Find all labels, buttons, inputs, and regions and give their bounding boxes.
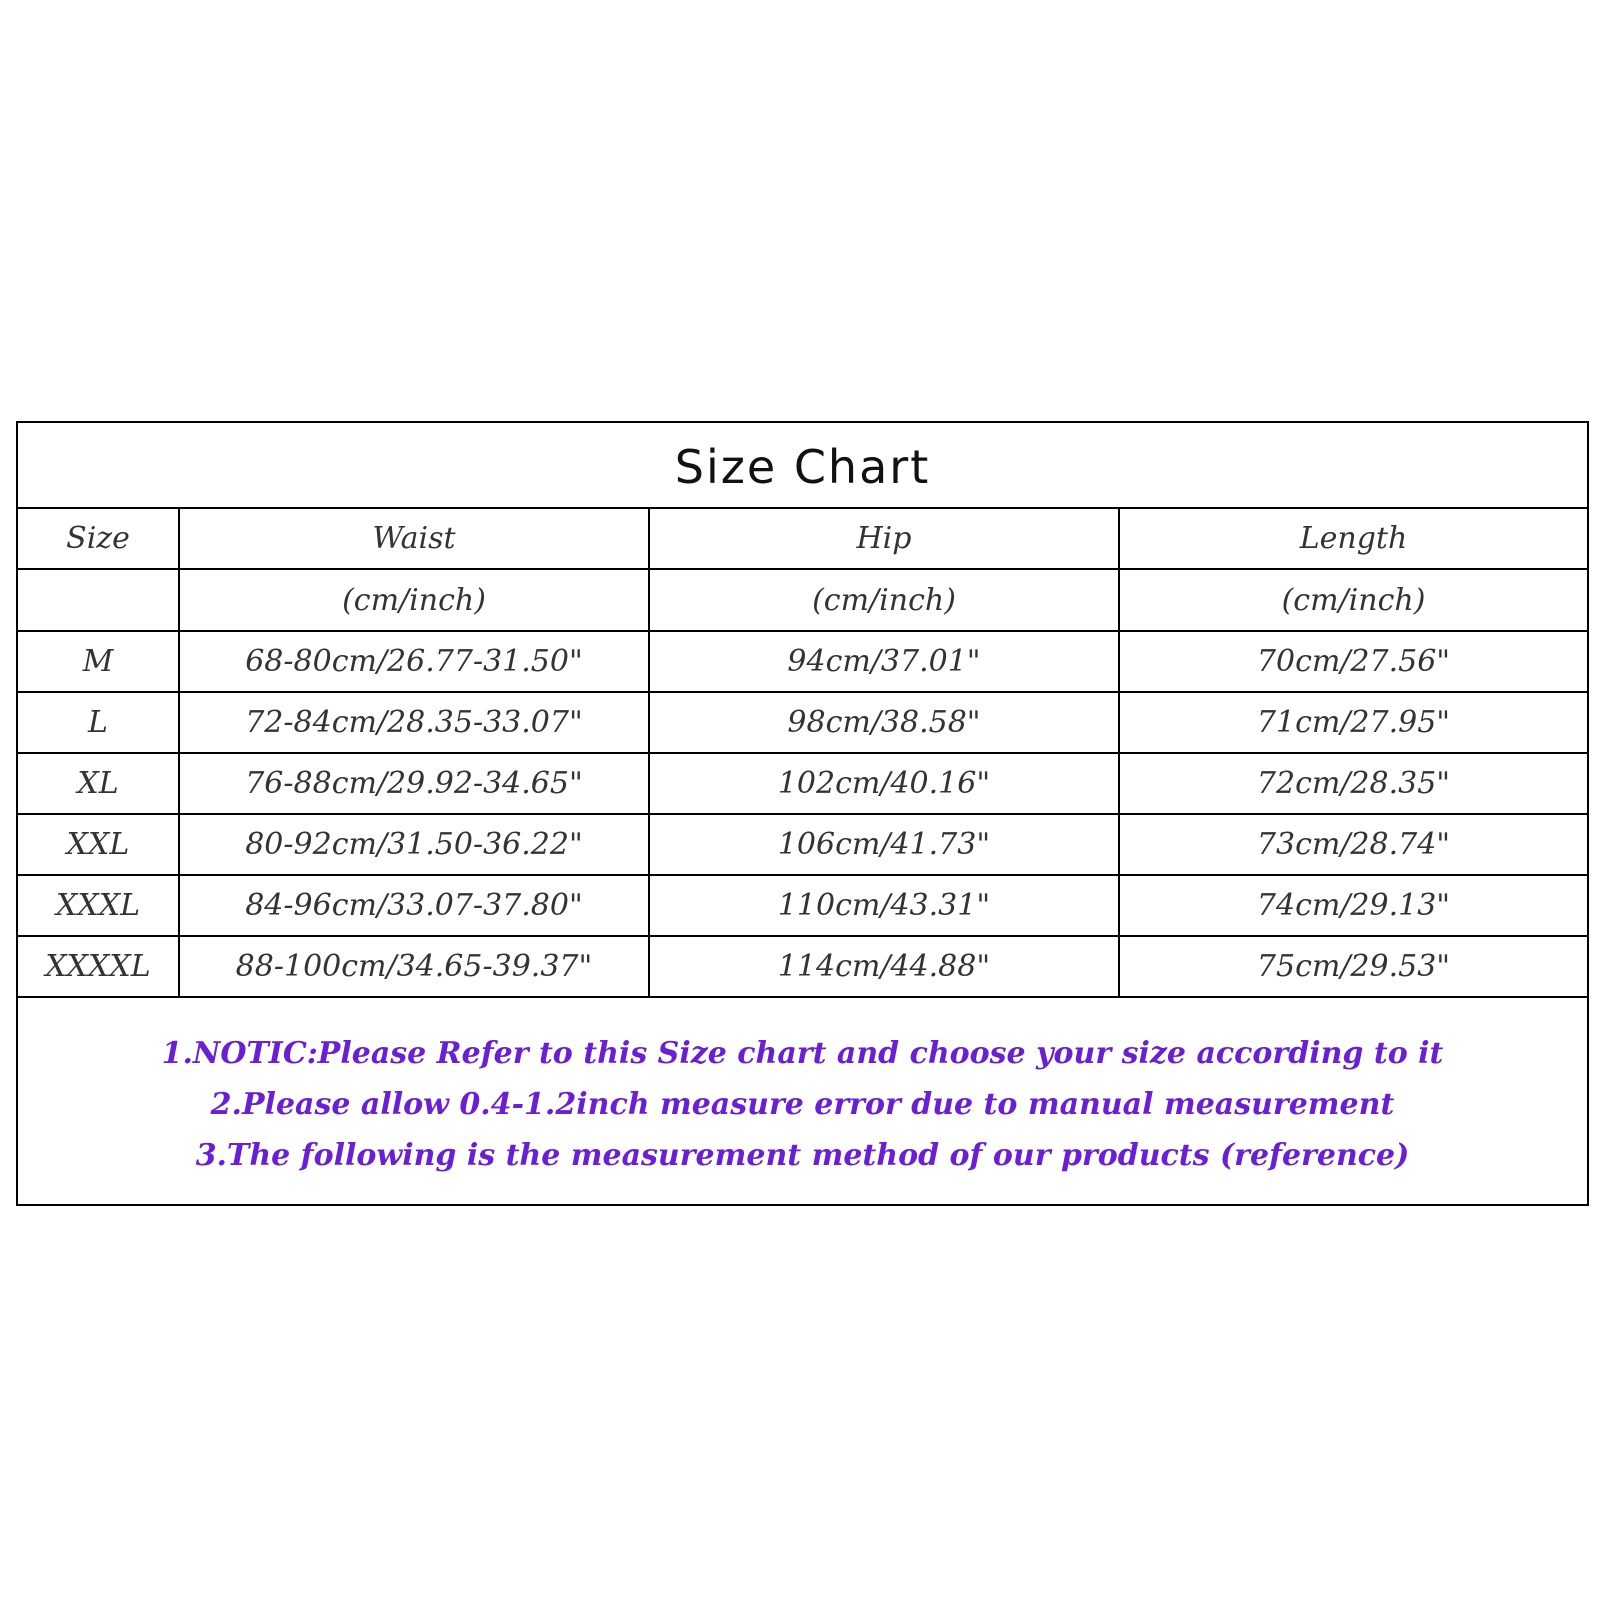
hip-cell: 94cm/37.01" bbox=[649, 631, 1119, 692]
length-cell: 70cm/27.56" bbox=[1119, 631, 1587, 692]
header-waist: Waist bbox=[179, 509, 649, 569]
length-cell: 73cm/28.74" bbox=[1119, 814, 1587, 875]
length-cell: 74cm/29.13" bbox=[1119, 875, 1587, 936]
waist-cell: 88-100cm/34.65-39.37" bbox=[179, 936, 649, 997]
size-cell: XL bbox=[18, 753, 179, 814]
size-cell: M bbox=[18, 631, 179, 692]
size-cell: XXXXL bbox=[18, 936, 179, 997]
waist-cell: 80-92cm/31.50-36.22" bbox=[179, 814, 649, 875]
header-row bbox=[18, 509, 1587, 569]
length-cell: 71cm/27.95" bbox=[1119, 692, 1587, 753]
table-row bbox=[18, 753, 1587, 814]
table-row bbox=[18, 875, 1587, 936]
unit-length: (cm/inch) bbox=[1119, 569, 1587, 631]
length-cell: 75cm/29.53" bbox=[1119, 936, 1587, 997]
size-cell: XXL bbox=[18, 814, 179, 875]
size-table bbox=[18, 509, 1587, 998]
header-hip: Hip bbox=[649, 509, 1119, 569]
unit-size bbox=[18, 569, 179, 631]
header-length: Length bbox=[1119, 509, 1587, 569]
length-cell: 72cm/28.35" bbox=[1119, 753, 1587, 814]
note-2: 2.Please allow 0.4-1.2inch measure error due to manual measurement bbox=[210, 1087, 1395, 1122]
waist-cell: 68-80cm/26.77-31.50" bbox=[179, 631, 649, 692]
hip-cell: 102cm/40.16" bbox=[649, 753, 1119, 814]
table-row bbox=[18, 936, 1587, 997]
table-row bbox=[18, 631, 1587, 692]
waist-cell: 72-84cm/28.35-33.07" bbox=[179, 692, 649, 753]
table-row bbox=[18, 692, 1587, 753]
unit-row bbox=[18, 569, 1587, 631]
unit-hip: (cm/inch) bbox=[649, 569, 1119, 631]
size-cell: L bbox=[18, 692, 179, 753]
notes bbox=[18, 998, 1587, 1181]
note-1: 1.NOTIC:Please Refer to this Size chart and choose your size according to it bbox=[161, 1036, 1444, 1071]
table-row bbox=[18, 814, 1587, 875]
waist-cell: 76-88cm/29.92-34.65" bbox=[179, 753, 649, 814]
unit-waist: (cm/inch) bbox=[179, 569, 649, 631]
size-cell: XXXL bbox=[18, 875, 179, 936]
waist-cell: 84-96cm/33.07-37.80" bbox=[179, 875, 649, 936]
note-3: 3.The following is the measurement method of our products (reference) bbox=[195, 1138, 1410, 1173]
hip-cell: 110cm/43.31" bbox=[649, 875, 1119, 936]
hip-cell: 98cm/38.58" bbox=[649, 692, 1119, 753]
hip-cell: 106cm/41.73" bbox=[649, 814, 1119, 875]
size-chart bbox=[16, 421, 1589, 1206]
header-size: Size bbox=[18, 509, 179, 569]
hip-cell: 114cm/44.88" bbox=[649, 936, 1119, 997]
chart-title: Size Chart bbox=[18, 423, 1587, 509]
